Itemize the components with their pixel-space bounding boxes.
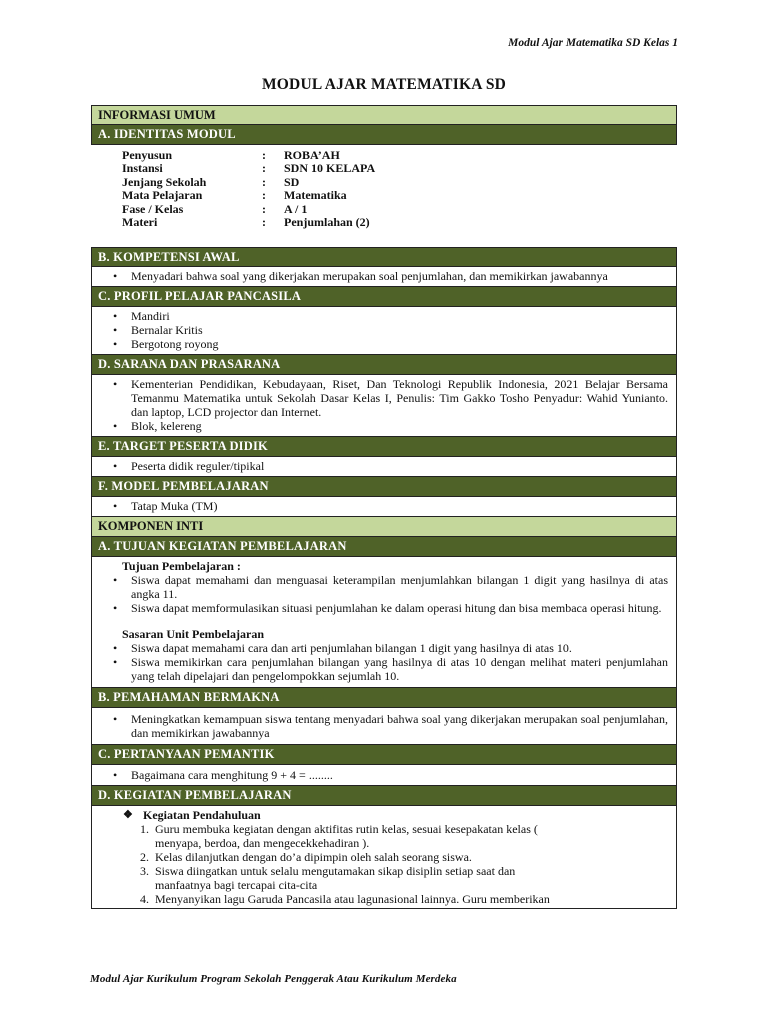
tujuan-list — [92, 573, 676, 615]
pemahaman-list — [92, 708, 676, 744]
list-item: • Siswa dapat memformulasikan situasi penjumlahan ke dalam operasi hitung dan bisa membaca operasi hitung. — [113, 601, 668, 615]
identitas-separator: : — [262, 188, 266, 203]
diamond-bullet-icon: ❖ — [123, 809, 133, 822]
identitas-key: Mata Pelajaran — [122, 188, 203, 203]
step-text: Kelas dilanjutkan dengan do’a dipimpin oleh salah seorang siswa. — [155, 850, 472, 865]
list-item: • Kementerian Pendidikan, Kebudayaan, Riset, Dan Teknologi Republik Indonesia, 2021 Belajar Bersama Temanmu Matematika untuk Sekolah Dasar Kelas I, Penulis: Tim Gakko Tosho Penyadur: Wahid Yunianto. dan laptop, LCD projector dan Internet. — [113, 377, 668, 419]
identitas-row — [122, 189, 677, 202]
list-item: • Tatap Muka (TM) — [113, 499, 668, 513]
profil-list — [92, 307, 676, 354]
section-informasi-umum: INFORMASI UMUM — [91, 105, 677, 125]
section-pertanyaan-pemantik: C. PERTANYAAN PEMANTIK — [91, 745, 677, 765]
list-item: • Siswa dapat memahami cara dan arti penjumlahan bilangan 1 digit yang hasilnya di atas 10. — [113, 641, 668, 655]
section-pemahaman-bermakna: B. PEMAHAMAN BERMAKNA — [91, 688, 677, 708]
sasaran-list — [92, 641, 676, 686]
list-item: • Siswa dapat memahami dan menguasai keterampilan menjumlahkan bilangan 1 digit yang hasilnya di atas angka 11. — [113, 573, 668, 601]
identitas-key: Penyusun — [122, 148, 173, 162]
identitas-list — [91, 145, 677, 233]
section-profil-pelajar: C. PROFIL PELAJAR PANCASILA — [91, 287, 677, 307]
kegiatan-step — [140, 892, 568, 906]
kegiatan-pendahuluan-label: Kegiatan Pendahuluan — [143, 808, 261, 823]
section-identitas-modul: A. IDENTITAS MODUL — [91, 125, 677, 145]
profil-box — [91, 307, 677, 355]
identitas-row — [122, 176, 677, 189]
pertanyaan-list — [92, 765, 676, 785]
kegiatan-step — [140, 864, 568, 892]
step-number: 3. — [140, 864, 149, 879]
page-footer: Modul Ajar Kurikulum Program Sekolah Penggerak Atau Kurikulum Merdeka — [90, 973, 457, 985]
kompetensi-awal-list — [92, 267, 676, 286]
section-tujuan-kegiatan: A. TUJUAN KEGIATAN PEMBELAJARAN — [91, 537, 677, 557]
identitas-key: Materi — [122, 215, 158, 230]
identitas-separator: : — [262, 148, 266, 162]
identitas-separator: : — [262, 201, 266, 216]
identitas-row — [122, 149, 677, 162]
page-title: MODUL AJAR MATEMATIKA SD — [261, 76, 507, 93]
target-list — [92, 457, 676, 476]
tujuan-box — [91, 557, 677, 688]
list-item: • Meningkatkan kemampuan siswa tentang menyadari bahwa soal yang dikerjakan merupakan soal penjumlahan, dan memikirkan jawabannya — [113, 712, 668, 740]
sasaran-label: Sasaran Unit Pembelajaran — [122, 627, 264, 642]
list-item: • Siswa memikirkan cara penjumlahan bilangan yang hasilnya di atas 10 dengan melihat materi penjumlahan yang telah dipelajari dan pengelompokkan sejumlah 10. — [113, 655, 668, 683]
kegiatan-steps — [92, 822, 676, 906]
section-sarana-prasarana: D. SARANA DAN PRASARANA — [91, 355, 677, 375]
identitas-separator: : — [262, 174, 266, 189]
identitas-value: A / 1 — [284, 201, 308, 216]
kegiatan-pendahuluan — [92, 808, 676, 822]
list-item: • Blok, kelereng — [113, 419, 668, 433]
kegiatan-box — [91, 806, 677, 909]
identitas-value: SDN 10 KELAPA — [284, 161, 376, 176]
kompetensi-awal-box — [91, 267, 677, 287]
list-item: • Menyadari bahwa soal yang dikerjakan merupakan soal penjumlahan, dan memikirkan jawabannya — [113, 269, 668, 283]
list-item: • Bergotong royong — [113, 337, 668, 351]
step-number: 4. — [140, 892, 149, 907]
list-item: • Bagaimana cara menghitung 9 + 4 = ........ — [113, 768, 668, 782]
list-item: • Bernalar Kritis — [113, 323, 668, 337]
sarana-list — [92, 375, 676, 436]
running-header: Modul Ajar Matematika SD Kelas 1 — [508, 37, 678, 49]
identitas-key: Instansi — [122, 161, 163, 176]
list-item: • Peserta didik reguler/tipikal — [113, 459, 668, 473]
identitas-row — [122, 216, 677, 229]
target-box — [91, 457, 677, 477]
section-kegiatan-pembelajaran: D. KEGIATAN PEMBELAJARAN — [91, 786, 677, 806]
pemahaman-box — [91, 708, 677, 745]
section-target-peserta: E. TARGET PESERTA DIDIK — [91, 437, 677, 457]
sarana-box — [91, 375, 677, 437]
step-text: Menyanyikan lagu Garuda Pancasila atau lagunasional lainnya. Guru memberikan — [155, 892, 550, 907]
pertanyaan-box — [91, 765, 677, 786]
module-table — [91, 105, 677, 909]
identitas-key: Jenjang Sekolah — [122, 174, 207, 189]
identitas-value: SD — [284, 174, 300, 189]
section-model-pembelajaran: F. MODEL PEMBELAJARAN — [91, 477, 677, 497]
model-list — [92, 497, 676, 516]
tujuan-label: Tujuan Pembelajaran : — [122, 559, 241, 574]
identitas-separator: : — [262, 215, 266, 230]
section-komponen-inti: KOMPONEN INTI — [91, 517, 677, 537]
identitas-separator: : — [262, 161, 266, 176]
kegiatan-step — [140, 822, 568, 850]
step-text: Siswa diingatkan untuk selalu mengutamakan sikap disiplin setiap saat dan manfaatnya bagi tercapai cita-cita — [155, 864, 516, 893]
identitas-value: ROBA’AH — [284, 148, 340, 162]
identitas-row — [122, 203, 677, 216]
section-kompetensi-awal: B. KOMPETENSI AWAL — [91, 247, 677, 267]
step-text: Guru membuka kegiatan dengan aktifitas rutin kelas, sesuai kesepakatan kelas ( menyapa, berdoa, dan mengecekkehadiran ). — [155, 822, 538, 851]
kegiatan-step — [140, 850, 568, 864]
model-box — [91, 497, 677, 517]
step-number: 1. — [140, 822, 149, 837]
identitas-row — [122, 162, 677, 175]
identitas-value: Matematika — [284, 188, 347, 203]
list-item: • Mandiri — [113, 309, 668, 323]
identitas-value: Penjumlahan (2) — [284, 215, 370, 230]
identitas-key: Fase / Kelas — [122, 201, 184, 216]
step-number: 2. — [140, 850, 149, 865]
